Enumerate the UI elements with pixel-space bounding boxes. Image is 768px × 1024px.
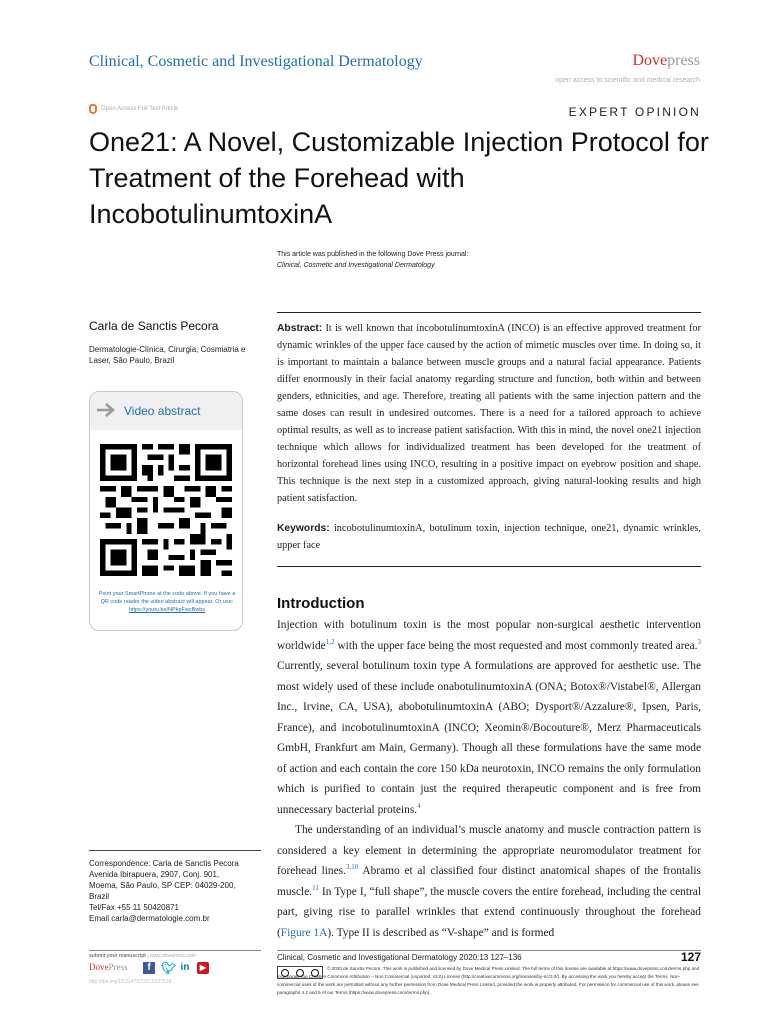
license-text: © 2020 de Sanctis Pecora. This work is published and licensed by Dove Medical Press Limited. The full terms of this license are available at https://www.dovepress.com/terms.php and incorporate the Creative Commons Attribution – Non Commercial (unported, v3.0) License (http://creativecommons.org/licenses/by-nc/3.0/). By accessing the work you hereby accept the Terms. Non-commercial uses of the work are permitted without any further permission from Dove Medical Press Limited, provided the work is properly attributed. For permission for commercial use of this work, please see paragraphs 4.2 and 5 of our Terms (https://www.dovepress.com/terms.php). — [277, 966, 700, 995]
footer-rule-right — [277, 950, 701, 951]
author-affiliation: Dermatologie-Clínica, Cirurgia, Cosmiatria e Laser, São Paulo, Brazil — [89, 345, 246, 365]
citation-ref[interactable]: 4 — [417, 801, 421, 810]
twitter-icon[interactable]: 🐦︎ — [161, 961, 177, 975]
introduction-body — [277, 615, 701, 943]
doi-link[interactable]: http://doi.org/10.2147/CCID.S237519 — [89, 979, 172, 985]
introduction-heading: Introduction — [277, 595, 365, 612]
text-run: with the upper face being the most requested and most commonly treated area. — [334, 639, 698, 652]
youtube-icon[interactable]: ▶ — [197, 962, 209, 974]
publication-note — [277, 249, 697, 271]
footer-rule-left — [89, 950, 261, 951]
correspondence-line: Moema, São Paulo, SP CEP: 04029-200, — [89, 881, 236, 890]
correspondence-rule — [89, 850, 261, 851]
correspondence-line: Tel/Fax +55 11 50420871 — [89, 903, 179, 912]
video-note-text: Point your SmartPhone at the code above. If you have a QR code reader the video abstract will appear. Or use: — [98, 591, 236, 605]
video-abstract-link[interactable]: https://youtu.be/NPkpFwcBwbs — [128, 607, 206, 613]
social-links — [143, 962, 209, 974]
linkedin-icon[interactable]: in — [180, 962, 190, 973]
footer-dovepress-logo — [89, 962, 128, 972]
open-access-lock-icon — [89, 104, 97, 114]
video-abstract-box[interactable] — [89, 391, 243, 631]
page-number: 127 — [680, 950, 701, 964]
keywords-label: Keywords: — [277, 523, 330, 534]
abstract — [277, 320, 701, 507]
correspondence-line: Correspondence: Carla de Sanctis Pecora — [89, 859, 239, 868]
text-run: Abramo et al classified four distinct anatomical shapes of the frontalis muscle. — [277, 865, 701, 898]
text-run: The understanding of an individual’s muscle anatomy and muscle contraction pattern is considered a key element in determining the appropriate neuromodulator treatment for forehead lines. — [277, 824, 701, 877]
correspondence-email[interactable]: Email carla@dermatologie.com.br — [89, 914, 210, 923]
text-run: ). Type II is described as “V-shape” and is formed — [327, 926, 555, 939]
open-access-label — [89, 104, 178, 114]
citation-ref[interactable]: 1,2 — [325, 637, 335, 646]
footer-logo-main: Dove — [89, 962, 109, 972]
article-type: EXPERT OPINION — [568, 105, 701, 119]
facebook-icon[interactable]: f — [143, 962, 155, 974]
abstract-label: Abstract: — [277, 323, 323, 334]
journal-name: Clinical, Cosmetic and Investigational Dermatology — [89, 53, 423, 70]
publisher-tagline: open access to scientific and medical research — [555, 77, 700, 84]
publication-note-line: This article was published in the following Dove Press journal: — [277, 251, 469, 258]
video-abstract-header[interactable] — [90, 392, 242, 430]
correspondence-line: Brazil — [89, 892, 110, 901]
arrow-right-icon — [96, 402, 116, 418]
citation-ref[interactable]: 11 — [312, 883, 319, 892]
footer-logo-sub: Press — [108, 962, 128, 972]
abstract-top-rule — [277, 312, 701, 313]
dovepress-logo-sub: press — [667, 52, 700, 69]
abstract-text: It is well known that incobotulinumtoxinA (INCO) is an effective approved treatment for dynamic wrinkles of the upper face caused by the action of mimetic muscles over time. In doing so, it is important to maintain a balance between muscle groups and a natural facial appearance. Patients differ enormously in their facial anatomy regarding structure and function, both within and between genders, ethnicities, and age. Therefore, treating all patients with the same injection pattern and the same doses can result in undesired outcomes. There is a need for a tailored approach to achieve optimal results, as well as to increase patient satisfaction. With this in mind, the novel one21 injection technique which allows for individualized treatment has been developed for the treatment of horizontal forehead lines using INCO, resulting in a positive impact on eyebrow position and shape. This technique is the next step in a customized approach, giving natural-looking results and high patient satisfaction. — [277, 323, 702, 504]
dovepress-logo — [624, 52, 700, 70]
paragraph — [277, 820, 701, 943]
publication-note-journal: Clinical, Cosmetic and Investigational Dermatology — [277, 262, 435, 269]
correspondence-line: Avenida Ibirapuera, 2907, Conj. 901, — [89, 870, 220, 879]
text-run: Currently, several botulinum toxin type A formulations are approved for aesthetic use. The most widely used of these include onabotulinumtoxinA (ONA; Botox®/Vistabel®, Allergan Inc., Irvine, CA, USA), abobotulinumtoxinA (ABO; Dysport®/Azzalure®, Ipsen, Paris, France), and incobotulinumtoxinA (INCO; Xeomin®/Bocouture®, Merz Pharmaceuticals GmbH, Frankfurt am Main, Germany). Though all these formulations have the same mode of action and each contain the core 150 kDa neurotoxin, INCO remains the only formulation which is purified to contain just the required therapeutic component and is free from unnecessary bacterial proteins. — [277, 660, 701, 816]
keywords — [277, 520, 701, 554]
submit-manuscript-link[interactable] — [89, 953, 196, 959]
qr-code-icon[interactable] — [100, 444, 232, 576]
text-run: In Type I, “full shape”, the muscle covers the entire forehead, including the central part, giving rise to parallel wrinkles that extend continuously throughout the forehead ( — [277, 885, 701, 939]
author-name: Carla de Sanctis Pecora — [89, 319, 219, 333]
keywords-text: incobotulinumtoxinA, botulinum toxin, injection technique, one21, dynamic wrinkles, upper face — [277, 523, 701, 551]
abstract-bottom-rule — [277, 566, 701, 567]
footer-citation: Clinical, Cosmetic and Investigational Dermatology 2020:13 127–136 — [277, 953, 522, 962]
video-abstract-note — [94, 590, 240, 614]
figure-link[interactable]: Figure 1A — [280, 926, 328, 939]
dovepress-logo-main: Dove — [632, 52, 668, 69]
citation-ref[interactable]: 3 — [697, 637, 701, 646]
article-title: One21: A Novel, Customizable Injection Protocol for Treatment of the Forehead with IncobotulinumtoxinA — [89, 127, 709, 229]
text-run: Injection with botulinum toxin is the most popular non-surgical aesthetic intervention worldwide — [277, 619, 701, 652]
correspondence — [89, 858, 267, 924]
submit-label: submit your manuscript — [89, 953, 146, 959]
citation-ref[interactable]: 3,10 — [345, 863, 359, 872]
open-access-text: Open Access Full Text Article — [101, 106, 179, 112]
submit-site: | www.dovepress.com — [147, 953, 196, 959]
video-abstract-label: Video abstract — [124, 404, 201, 418]
paragraph — [277, 615, 701, 820]
